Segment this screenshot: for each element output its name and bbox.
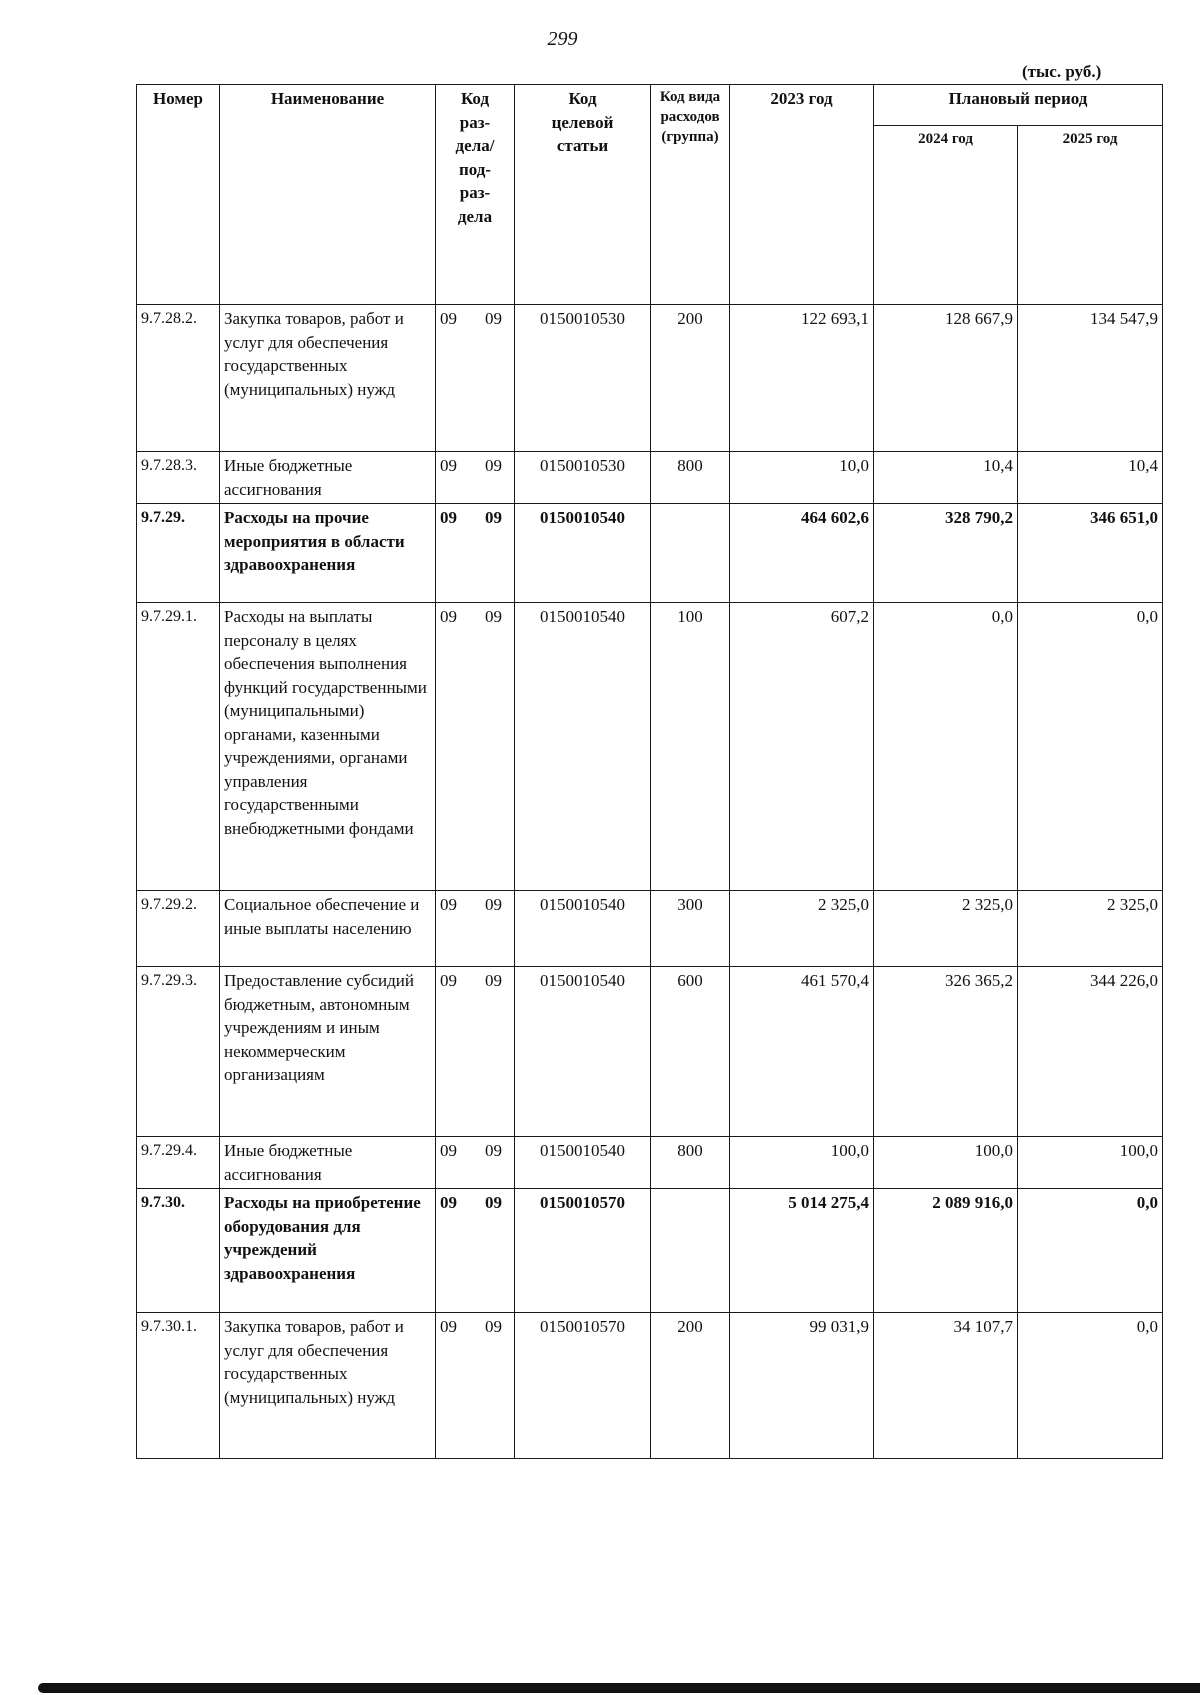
row-amount-2024: 10,4 (874, 452, 1018, 504)
row-section-code (436, 891, 515, 967)
row-amount-2023: 122 693,1 (730, 305, 874, 452)
row-section-code (436, 1189, 515, 1313)
row-name: Социальное обеспечение и иные выплаты населению (220, 891, 436, 967)
header-name: Наименование (220, 85, 436, 305)
row-amount-2025: 134 547,9 (1018, 305, 1163, 452)
row-subsection: 09 (485, 508, 502, 527)
row-target-code: 0150010540 (515, 891, 651, 967)
row-expense-type: 800 (651, 1137, 730, 1189)
table-row (137, 504, 1163, 603)
table-row (137, 452, 1163, 504)
bottom-scan-bar (38, 1683, 1200, 1693)
header-number: Номер (137, 85, 220, 305)
row-expense-type (651, 504, 730, 603)
table-row (137, 305, 1163, 452)
row-section: 09 (440, 1193, 457, 1212)
row-amount-2025: 344 226,0 (1018, 967, 1163, 1137)
row-number: 9.7.28.2. (137, 305, 220, 452)
table-row (137, 1137, 1163, 1189)
row-subsection: 09 (485, 895, 502, 914)
row-amount-2025: 0,0 (1018, 603, 1163, 891)
row-section: 09 (440, 895, 457, 914)
row-number: 9.7.29.1. (137, 603, 220, 891)
row-number: 9.7.29.2. (137, 891, 220, 967)
row-section-code (436, 603, 515, 891)
row-subsection: 09 (485, 1317, 502, 1336)
units-label: (тыс. руб.) (1022, 62, 1102, 81)
row-target-code: 0150010540 (515, 1137, 651, 1189)
row-section-code (436, 1137, 515, 1189)
table-row (137, 1313, 1163, 1459)
table-row (137, 1189, 1163, 1313)
row-amount-2025: 346 651,0 (1018, 504, 1163, 603)
row-amount-2023: 5 014 275,4 (730, 1189, 874, 1313)
row-subsection: 09 (485, 971, 502, 990)
row-amount-2025: 2 325,0 (1018, 891, 1163, 967)
row-amount-2024: 2 325,0 (874, 891, 1018, 967)
row-amount-2025: 100,0 (1018, 1137, 1163, 1189)
row-target-code: 0150010540 (515, 504, 651, 603)
row-section-code (436, 1313, 515, 1459)
table-header-row (137, 85, 1163, 126)
row-name: Расходы на приобретение оборудования для учреждений здравоохранения (220, 1189, 436, 1313)
row-target-code: 0150010540 (515, 967, 651, 1137)
row-amount-2024: 326 365,2 (874, 967, 1018, 1137)
row-section: 09 (440, 309, 457, 328)
budget-table (136, 84, 1163, 1459)
row-number: 9.7.29.3. (137, 967, 220, 1137)
row-amount-2023: 10,0 (730, 452, 874, 504)
row-section-code (436, 504, 515, 603)
row-expense-type: 800 (651, 452, 730, 504)
row-amount-2025: 0,0 (1018, 1313, 1163, 1459)
row-name: Иные бюджетные ассигнования (220, 452, 436, 504)
row-amount-2024: 328 790,2 (874, 504, 1018, 603)
row-target-code: 0150010570 (515, 1189, 651, 1313)
row-amount-2024: 128 667,9 (874, 305, 1018, 452)
row-number: 9.7.29. (137, 504, 220, 603)
row-name: Расходы на прочие мероприятия в области здравоохранения (220, 504, 436, 603)
row-number: 9.7.30.1. (137, 1313, 220, 1459)
row-amount-2023: 99 031,9 (730, 1313, 874, 1459)
row-number: 9.7.30. (137, 1189, 220, 1313)
row-amount-2023: 2 325,0 (730, 891, 874, 967)
row-section-code (436, 305, 515, 452)
row-number: 9.7.29.4. (137, 1137, 220, 1189)
row-target-code: 0150010570 (515, 1313, 651, 1459)
header-expense-type-code: Код вида расходов (группа) (651, 85, 730, 305)
page-number: 299 (547, 28, 578, 50)
row-amount-2023: 100,0 (730, 1137, 874, 1189)
row-name: Закупка товаров, работ и услуг для обеспечения государственных (муниципальных) нужд (220, 1313, 436, 1459)
row-expense-type (651, 1189, 730, 1313)
row-subsection: 09 (485, 309, 502, 328)
row-amount-2024: 0,0 (874, 603, 1018, 891)
row-amount-2023: 607,2 (730, 603, 874, 891)
row-amount-2025: 0,0 (1018, 1189, 1163, 1313)
row-target-code: 0150010540 (515, 603, 651, 891)
header-target-code: Код целевой статьи (515, 85, 651, 305)
row-amount-2023: 464 602,6 (730, 504, 874, 603)
table-row (137, 603, 1163, 891)
row-subsection: 09 (485, 1141, 502, 1160)
row-amount-2024: 2 089 916,0 (874, 1189, 1018, 1313)
row-target-code: 0150010530 (515, 305, 651, 452)
header-year-2025: 2025 год (1018, 126, 1163, 305)
header-section-code: Код раз-дела/под-раз-дела (436, 85, 515, 305)
row-expense-type: 200 (651, 305, 730, 452)
table-row (137, 967, 1163, 1137)
row-section: 09 (440, 456, 457, 475)
row-name: Предоставление субсидий бюджетным, автономным учреждениям и иным некоммерческим организациям (220, 967, 436, 1137)
row-section-code (436, 967, 515, 1137)
row-name: Иные бюджетные ассигнования (220, 1137, 436, 1189)
row-amount-2025: 10,4 (1018, 452, 1163, 504)
row-section: 09 (440, 607, 457, 626)
row-subsection: 09 (485, 1193, 502, 1212)
row-amount-2023: 461 570,4 (730, 967, 874, 1137)
row-target-code: 0150010530 (515, 452, 651, 504)
row-section: 09 (440, 1141, 457, 1160)
row-section: 09 (440, 1317, 457, 1336)
row-name: Расходы на выплаты персоналу в целях обеспечения выполнения функций государственными (муниципальными) органами, казенными учреждениями, органами управления государственными внебюджетными фондами (220, 603, 436, 891)
row-subsection: 09 (485, 456, 502, 475)
table-row (137, 891, 1163, 967)
row-expense-type: 600 (651, 967, 730, 1137)
row-subsection: 09 (485, 607, 502, 626)
table-body (137, 305, 1163, 1459)
row-amount-2024: 34 107,7 (874, 1313, 1018, 1459)
header-planning-period: Плановый период (874, 85, 1163, 126)
row-amount-2024: 100,0 (874, 1137, 1018, 1189)
header-year-2023: 2023 год (730, 85, 874, 305)
row-number: 9.7.28.3. (137, 452, 220, 504)
row-section-code (436, 452, 515, 504)
row-name: Закупка товаров, работ и услуг для обеспечения государственных (муниципальных) нужд (220, 305, 436, 452)
row-expense-type: 300 (651, 891, 730, 967)
header-year-2024: 2024 год (874, 126, 1018, 305)
row-expense-type: 200 (651, 1313, 730, 1459)
row-section: 09 (440, 971, 457, 990)
row-expense-type: 100 (651, 603, 730, 891)
row-section: 09 (440, 508, 457, 527)
